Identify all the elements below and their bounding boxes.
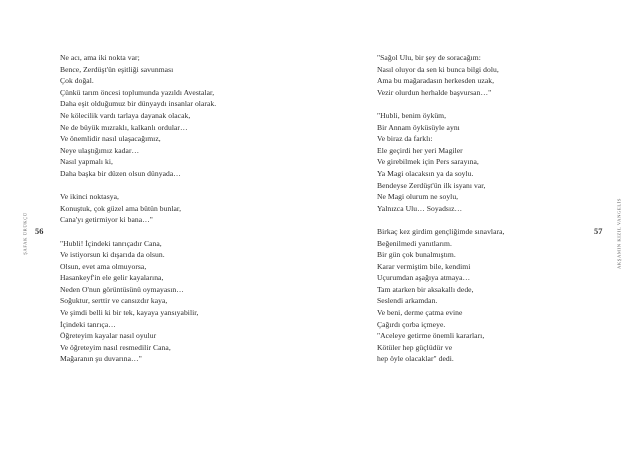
poem-line: Ya Magi olacaksın ya da soylu. xyxy=(377,168,474,178)
poem-line: Öğreteyim kayalar nasıl oyulur xyxy=(60,331,157,341)
poem-line: Ama bu mağaradasın herkesden uzak, xyxy=(377,76,495,86)
poem-line: Bence, Zerdüşt'ün eşitliği savunması xyxy=(60,64,174,74)
left-poem-column xyxy=(60,52,275,365)
poem-line: İçindeki tanrıça… xyxy=(60,319,116,329)
poem-line: Ne Magi olurum ne soylu, xyxy=(377,192,459,202)
poem-line: Çünkü tarım öncesi toplumunda yazıldı Avestalar, xyxy=(60,87,215,97)
poem-line: Vezir olurdun herhalde başvursan…" xyxy=(377,87,492,97)
poem-line: Yalnızca Ulu… Soyadsız… xyxy=(377,203,463,213)
stanza xyxy=(377,52,582,98)
poem-line: Bir Annam öyküsüyle aynı xyxy=(377,122,460,132)
stanza xyxy=(60,191,275,226)
poem-line: Beğenilmedi yanıtlarım. xyxy=(377,238,452,248)
poem-line: Hasankeyf'in ele gelir kayalarına, xyxy=(60,273,164,283)
left-page-number: 56 xyxy=(35,227,44,236)
poem-line: hep öyle olacaklar" dedi. xyxy=(377,354,454,364)
poem-line: Ele geçirdi her yeri Magiler xyxy=(377,145,463,155)
poem-line: Ve ikinci noktasya, xyxy=(60,192,119,202)
poem-line: Ne kölecilik vardı tarlaya dayanak olacak, xyxy=(60,110,191,120)
poem-line: Ve önemlidir nasıl ulaşacağımız, xyxy=(60,134,161,144)
poem-line: Bendeyse Zerdüşt'ün ilk isyanı var, xyxy=(377,180,486,190)
poem-line: Çok doğal. xyxy=(60,76,94,86)
poem-line: Ne acı, ama iki nokta var; xyxy=(60,53,140,62)
stanza xyxy=(60,238,275,366)
poem-line: Tam atarken bir aksakallı dede, xyxy=(377,284,474,294)
poem-line: Ve girebilmek için Pers sarayına, xyxy=(377,157,479,167)
right-poem-column xyxy=(377,52,582,365)
poem-line: Ve beni, derme çatma evine xyxy=(377,308,463,318)
poem-line: Konuştuk, çok güzel ama bütün bunlar, xyxy=(60,203,182,213)
poem-line: Neye ulaştığımız kadar… xyxy=(60,145,140,155)
poem-line: Karar vermiştim bile, kendimi xyxy=(377,261,471,271)
poem-line: Ve şimdi belli ki bir tek, kayaya yansıyabilir, xyxy=(60,308,199,318)
stanza xyxy=(377,110,582,214)
stanza xyxy=(377,226,582,365)
right-page-number: 57 xyxy=(594,227,603,236)
poem-line: Cana'yı getirmiyor ki bana…" xyxy=(60,215,153,225)
poem-line: Bir gün çok bunalmıştım. xyxy=(377,250,456,260)
poem-line: Birkaç kez girdim gençliğimde sınavlara, xyxy=(377,226,505,236)
poem-line: Nasıl yapmalı ki, xyxy=(60,157,113,167)
poem-line: Seslendi arkamdan. xyxy=(377,296,438,306)
poem-line: Ne de büyük mızraklı, kalkanlı ordular… xyxy=(60,122,188,132)
poem-line: Olsun, evet ama olmuyorsa, xyxy=(60,261,147,271)
poem-line: Daha başka bir düzen olsun dünyada… xyxy=(60,168,181,178)
poem-line: Ve öğreteyim nasıl resmedilir Cana, xyxy=(60,342,171,352)
poem-line: Nasıl oluyor da sen ki bunca bilgi dolu, xyxy=(377,64,499,74)
poem-line: "Sağol Ulu, bir şey de soracağım: xyxy=(377,53,481,62)
poem-line: Ve istiyorsun ki dışarıda da olsun. xyxy=(60,250,165,260)
poem-line: "Hubli! İçindeki tanrıçadır Cana, xyxy=(60,238,162,248)
poem-line: Neden O'nun görüntüsünü oymayasın… xyxy=(60,284,184,294)
stanza xyxy=(60,52,275,180)
poem-line: Daha eşit olduğumuz bir dünyaydı insanlar olarak. xyxy=(60,99,217,109)
left-running-head: ŞAFAK ÜRÜKÇÜ xyxy=(22,212,28,255)
poem-line: Kötüler hep güçlüdür ve xyxy=(377,342,453,352)
poem-line: Mağaranın şu duvarına…" xyxy=(60,354,142,364)
poem-line: Uçurumdan aşağıya atmaya… xyxy=(377,273,471,283)
poem-line: "Aceleye getirme önemli kararları, xyxy=(377,331,485,341)
poem-line: Ve biraz da farklı: xyxy=(377,134,433,144)
right-running-head: AKŞAMIN KIZIL VANGELİS xyxy=(616,197,622,270)
poem-line: Soğuktur, serttir ve cansızdır kaya, xyxy=(60,296,168,306)
poem-line: "Hubli, benim öyküm, xyxy=(377,110,447,120)
poem-line: Çağırdı çorba içmeye. xyxy=(377,319,446,329)
right-page xyxy=(319,0,638,461)
